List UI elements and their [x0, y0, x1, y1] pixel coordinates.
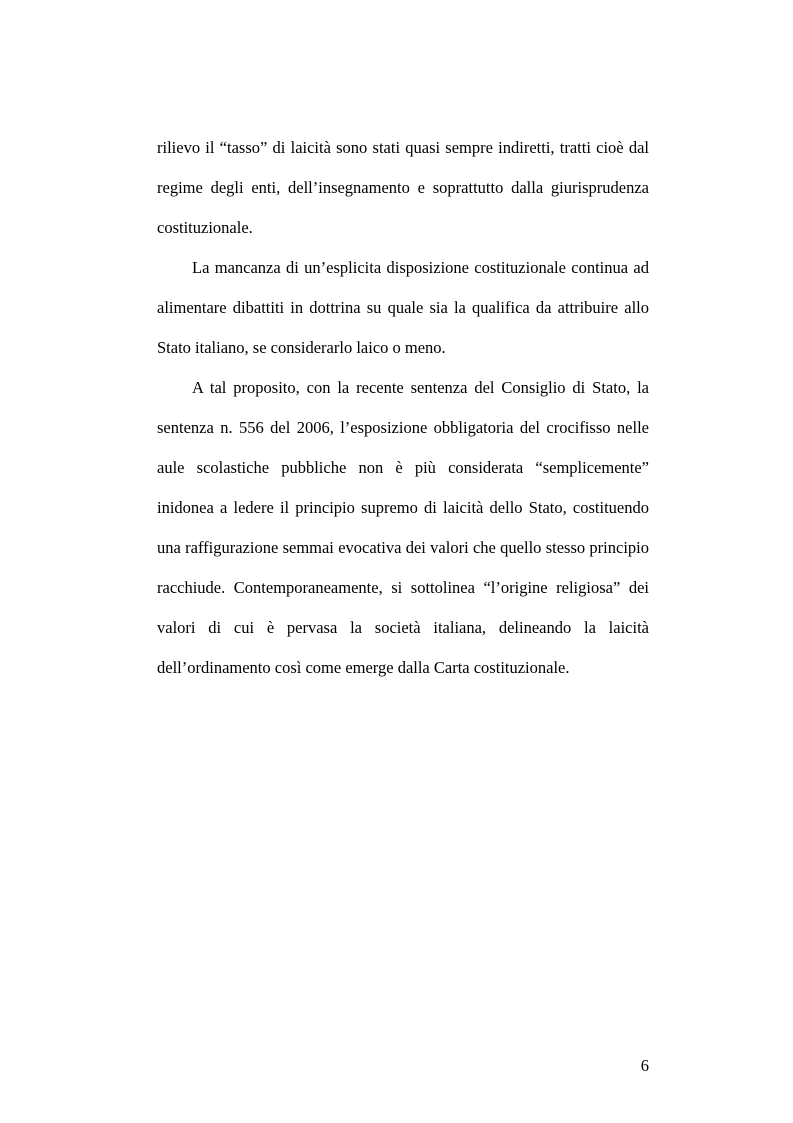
paragraph-continuation: rilievo il “tasso” di laicità sono stati quasi sempre indiretti, tratti cioè dal regime degli enti, dell’insegnamento e soprattutto dalla giurisprudenza costituzionale. — [157, 138, 649, 237]
body-text — [157, 128, 649, 688]
paragraph-mancanza: La mancanza di un’esplicita disposizione costituzionale continua ad alimentare dibattiti in dottrina su quale sia la qualifica da attribuire allo Stato italiano, se considerarlo laico o meno. — [157, 258, 649, 357]
paragraph-proposito: A tal proposito, con la recente sentenza del Consiglio di Stato, la sentenza n. 556 del 2006, l’esposizione obbligatoria del crocifisso nelle aule scolastiche pubbliche non è più considerata “semplicemente” inidonea a ledere il principio supremo di laicità dello Stato, costituendo una raffigurazione semmai evocativa dei valori che quello stesso principio racchiude. Contemporaneamente, si sottolinea “l’origine religiosa” dei valori di cui è pervasa la società italiana, delineando la laicità dell’ordinamento così come emerge dalla Carta costituzionale. — [157, 378, 649, 677]
page-number: 6 — [640, 1056, 649, 1075]
